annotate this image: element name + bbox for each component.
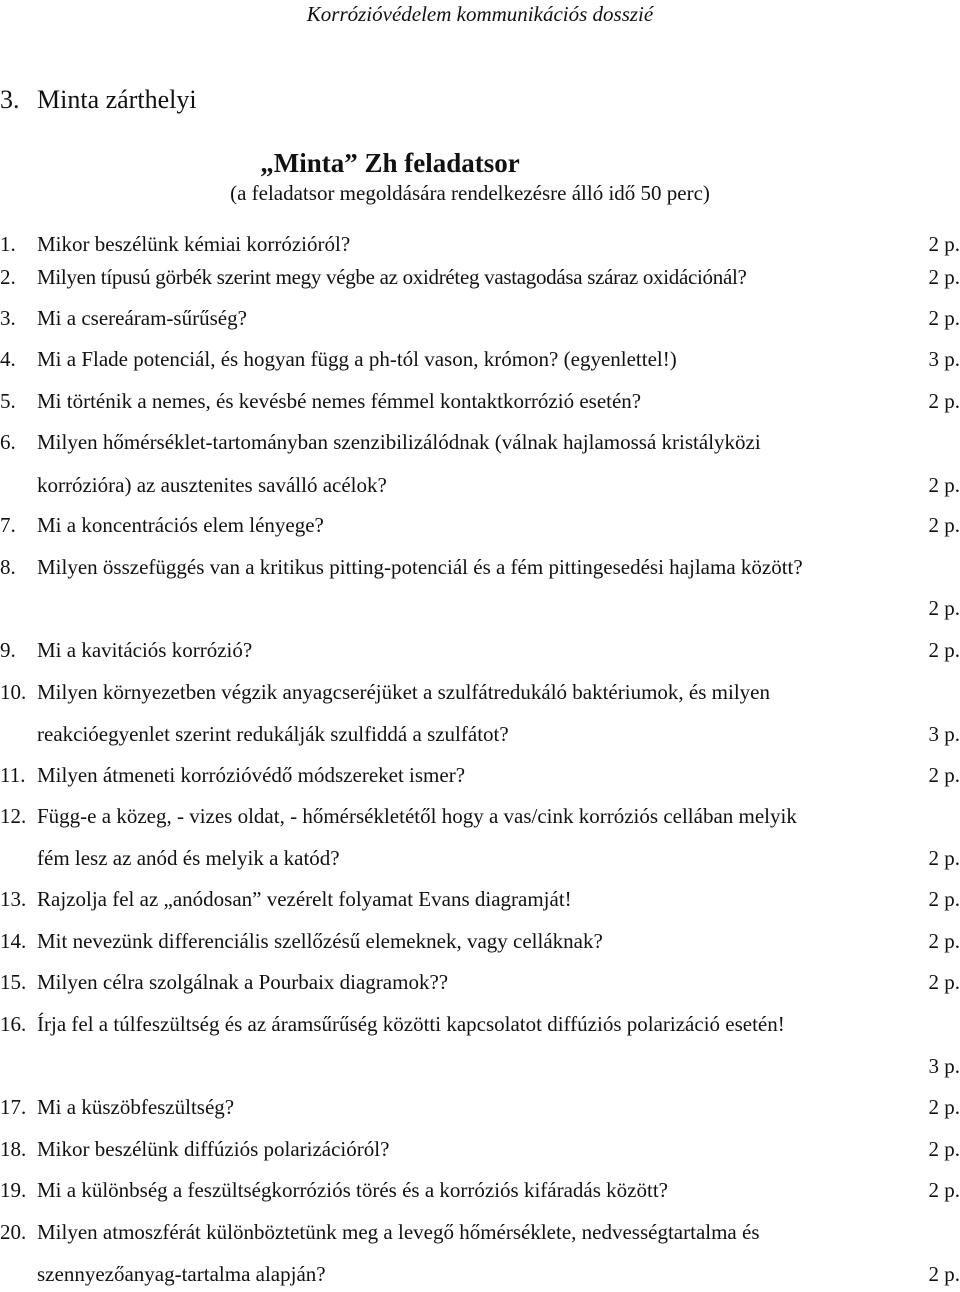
question-number: 4. bbox=[0, 347, 16, 371]
question-text: Milyen hőmérséklet-tartományban szenzibilizálódnak (válnak hajlamossá kristályközi bbox=[37, 430, 761, 454]
question-number: 12. bbox=[0, 804, 27, 828]
section-number: 3. bbox=[0, 85, 20, 114]
question-points: 2 p. bbox=[928, 1137, 960, 1161]
question-text: Mi a kavitációs korrózió? bbox=[37, 638, 253, 662]
question-number: 14. bbox=[0, 929, 27, 953]
question-text: Milyen célra szolgálnak a Pourbaix diagramok?? bbox=[37, 970, 449, 994]
question-points: 2 p. bbox=[928, 306, 960, 330]
question-number: 6. bbox=[0, 430, 16, 454]
question-number: 11. bbox=[0, 763, 26, 787]
section-title-text: Minta zárthelyi bbox=[37, 85, 197, 114]
question-points: 2 p. bbox=[928, 763, 960, 787]
question-text: Mi a különbség a feszültségkorróziós törés és a korróziós kifáradás között? bbox=[37, 1178, 668, 1202]
question-points: 2 p. bbox=[928, 389, 960, 413]
question-number: 7. bbox=[0, 513, 16, 537]
question-points: 2 p. bbox=[928, 887, 960, 911]
question-text: Mit nevezünk differenciális szellőzésű elemeknek, vagy celláknak? bbox=[37, 929, 603, 953]
question-number: 5. bbox=[0, 389, 16, 413]
question-points: 3 p. bbox=[928, 347, 960, 371]
question-number: 18. bbox=[0, 1137, 27, 1161]
question-number: 15. bbox=[0, 970, 27, 994]
section-heading bbox=[0, 82, 197, 118]
question-points: 3 p. bbox=[928, 1054, 960, 1078]
question-number: 16. bbox=[0, 1012, 27, 1036]
question-text-continued: korrózióra) az ausztenites saválló acélok? bbox=[37, 473, 387, 497]
question-number: 9. bbox=[0, 638, 16, 662]
question-number: 17. bbox=[0, 1095, 27, 1119]
question-number: 2. bbox=[0, 265, 16, 289]
question-number: 3. bbox=[0, 306, 16, 330]
question-text: Mi a küszöbfeszültség? bbox=[37, 1095, 235, 1119]
question-points: 2 p. bbox=[928, 970, 960, 994]
question-points: 2 p. bbox=[928, 513, 960, 537]
question-points: 2 p. bbox=[928, 473, 960, 497]
question-text: Mi a Flade potenciál, és hogyan függ a ph-tól vason, krómon? (egyenlettel!) bbox=[37, 347, 677, 371]
question-points: 2 p. bbox=[928, 1262, 960, 1286]
question-text-continued: szennyezőanyag-tartalma alapján? bbox=[37, 1262, 326, 1286]
question-number: 13. bbox=[0, 887, 27, 911]
question-text: Írja fel a túlfeszültség és az áramsűrűség közötti kapcsolatot diffúziós polarizáció esetén! bbox=[37, 1012, 785, 1036]
question-points: 2 p. bbox=[928, 232, 960, 256]
question-points: 2 p. bbox=[928, 265, 960, 289]
question-points: 2 p. bbox=[928, 846, 960, 870]
question-number: 8. bbox=[0, 555, 16, 579]
question-text: Milyen atmoszférát különböztetünk meg a levegő hőmérséklete, nedvességtartalma és bbox=[37, 1220, 760, 1244]
question-text-continued: reakcióegyenlet szerint redukálják szulfiddá a szulfátot? bbox=[37, 722, 509, 746]
exam-subtitle: (a feladatsor megoldására rendelkezésre álló idő 50 perc) bbox=[230, 181, 710, 205]
question-points: 2 p. bbox=[928, 638, 960, 662]
question-number: 20. bbox=[0, 1220, 27, 1244]
question-points: 2 p. bbox=[928, 929, 960, 953]
question-text: Mi a koncentrációs elem lényege? bbox=[37, 513, 324, 537]
question-text: Milyen átmeneti korrózióvédő módszereket ismer? bbox=[37, 763, 466, 787]
question-number: 10. bbox=[0, 680, 27, 704]
exam-title: „Minta” Zh feladatsor bbox=[260, 148, 520, 178]
question-text: Milyen típusú görbék szerint megy végbe az oxidréteg vastagodása száraz oxidációnál? bbox=[37, 265, 747, 289]
question-points: 3 p. bbox=[928, 722, 960, 746]
question-text: Mikor beszélünk kémiai korrózióról? bbox=[37, 232, 351, 256]
question-text: Mikor beszélünk diffúziós polarizációról? bbox=[37, 1137, 390, 1161]
question-points: 2 p. bbox=[928, 1178, 960, 1202]
question-number: 1. bbox=[0, 232, 16, 256]
question-number: 19. bbox=[0, 1178, 27, 1202]
question-text: Milyen környezetben végzik anyagcseréjüket a szulfátredukáló baktériumok, és milyen bbox=[37, 680, 770, 704]
question-text: Mi a csereáram-sűrűség? bbox=[37, 306, 247, 330]
question-text: Mi történik a nemes, és kevésbé nemes fémmel kontaktkorrózió esetén? bbox=[37, 389, 642, 413]
question-text: Milyen összefüggés van a kritikus pitting-potenciál és a fém pittingesedési hajlama között? bbox=[37, 555, 803, 579]
question-points: 2 p. bbox=[928, 1095, 960, 1119]
question-text: Rajzolja fel az „anódosan” vezérelt folyamat Evans diagramját! bbox=[37, 887, 572, 911]
page-header: Korrózióvédelem kommunikációs dosszié bbox=[306, 2, 654, 26]
question-text: Függ-e a közeg, - vizes oldat, - hőmérsékletétől hogy a vas/cink korróziós cellában melyik bbox=[37, 804, 797, 828]
question-points: 2 p. bbox=[928, 596, 960, 620]
question-text-continued: fém lesz az anód és melyik a katód? bbox=[37, 846, 340, 870]
